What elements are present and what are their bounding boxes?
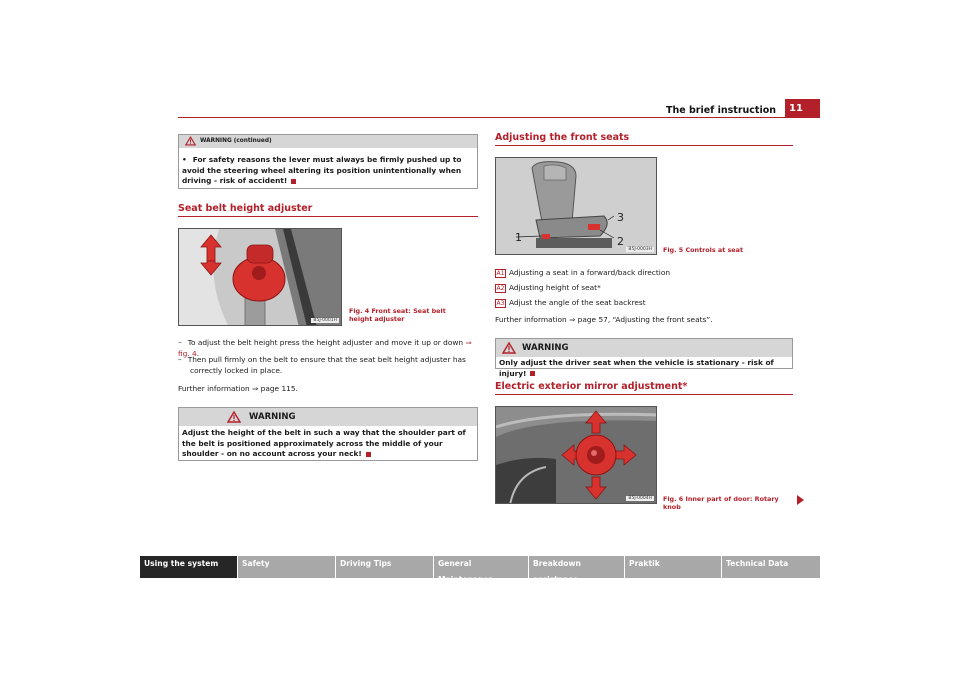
figure-code: B5J-0004H [628,496,652,501]
warning-triangle-icon [227,411,241,423]
tab-technical-data[interactable]: Technical Data [722,556,820,578]
belt-step-2-text: Then pull firmly on the belt to ensure that the seat belt height adjuster has correctly locked in place. [187,355,466,375]
figure-code: B5J-0003H [628,247,652,252]
warning-text-seats: Only adjust the driver seat when the vehicle is stationary - risk of injury! [499,358,774,378]
figure-seat-controls [495,157,657,255]
tab-praktik[interactable]: Praktik [625,556,721,578]
header-rule [178,117,786,118]
tab-driving-tips[interactable]: Driving Tips [336,556,433,578]
callout-box: A2 [496,284,505,292]
warning-box-seats [495,338,793,378]
figure-belt-adjuster [178,228,342,326]
belt-step-1: – To adjust the belt height press the height adjuster and move it up or down ⇒ fig. 4. [178,338,472,358]
figure-code: B5J-0001H [313,318,337,323]
belt-adjuster-illustration [179,229,342,326]
page-number: 11 [785,99,820,118]
figure-caption-5: Fig. 5 Controls at seat [663,246,743,254]
callout-3: 3 [617,211,624,224]
figure-mirror-knob [495,406,657,504]
tab-general-maintenance[interactable]: General Maintenance [434,556,528,578]
callout-1: 1 [515,231,522,244]
seat-controls-illustration [496,158,657,255]
warning-box-belt [178,407,478,461]
mirror-knob-illustration [496,407,657,504]
warning-continued-box [178,134,478,189]
belt-step-2 [178,355,478,376]
callout-box: A1 [496,269,505,277]
dash-glyph: – [178,355,182,364]
next-page-arrow-icon[interactable] [797,495,804,505]
end-of-section-icon [530,371,535,376]
warning-title: WARNING [522,343,569,353]
belt-further-info: Further information ⇒ page 115. [178,384,298,393]
seat-item-3 [495,298,793,309]
seat-further-info: Further information ⇒ page 57, “Adjusting the front seats”. [495,315,713,324]
callout-2: 2 [617,235,624,248]
warning-continued-title: WARNING (continued) [200,138,272,144]
warning-body-seats [496,357,792,379]
warning-continued-body [179,148,477,187]
seat-item-3-text: Adjust the angle of the seat backrest [509,298,646,307]
warning-header-belt [179,408,477,426]
figure-caption-6: Fig. 6 Inner part of door: Rotary knob [663,495,779,511]
warning-continued-header [179,135,477,148]
seat-item-1-text: Adjusting a seat in a forward/back direction [509,268,671,277]
section-heading-belt: Seat belt height adjuster [178,203,478,217]
warning-title: WARNING [249,412,296,422]
seat-item-2 [495,283,793,294]
figure-link[interactable]: ⇒ fig. 4 [178,338,472,358]
belt-step-1-text: To adjust the belt height press the height adjuster and move it up or down [187,338,464,347]
section-heading-seats: Adjusting the front seats [495,132,793,146]
tab-using-the-system[interactable]: Using the system [140,556,237,578]
callout-box: A3 [496,299,505,307]
end-of-section-icon [366,452,371,457]
warning-body-belt [179,426,477,460]
tab-breakdown-assistance[interactable]: Breakdown assistance [529,556,624,578]
end-of-section-icon [291,179,296,184]
section-heading-mirror: Electric exterior mirror adjustment* [495,381,793,395]
warning-triangle-icon [502,342,516,354]
warning-continued-text: For safety reasons the lever must always be firmly pushed up to avoid the steering wheel altering its position unintentionally when driving - risk of accident! [182,155,462,185]
tab-safety[interactable]: Safety [238,556,335,578]
seat-item-2-text: Adjusting height of seat* [509,283,601,292]
page-header-title: The brief instruction [665,105,776,116]
bullet-glyph: • [182,155,187,164]
dash-glyph: – [178,338,182,347]
figure-caption-4: Fig. 4 Front seat: Seat belt height adjuster [349,307,446,323]
seat-item-1 [495,268,793,279]
warning-header-seats [496,339,792,357]
warning-text-belt: Adjust the height of the belt in such a way that the shoulder part of the belt is positioned approximately across the middle of your shoulder - on no account across your neck! [182,428,466,458]
warning-triangle-icon [185,136,196,146]
